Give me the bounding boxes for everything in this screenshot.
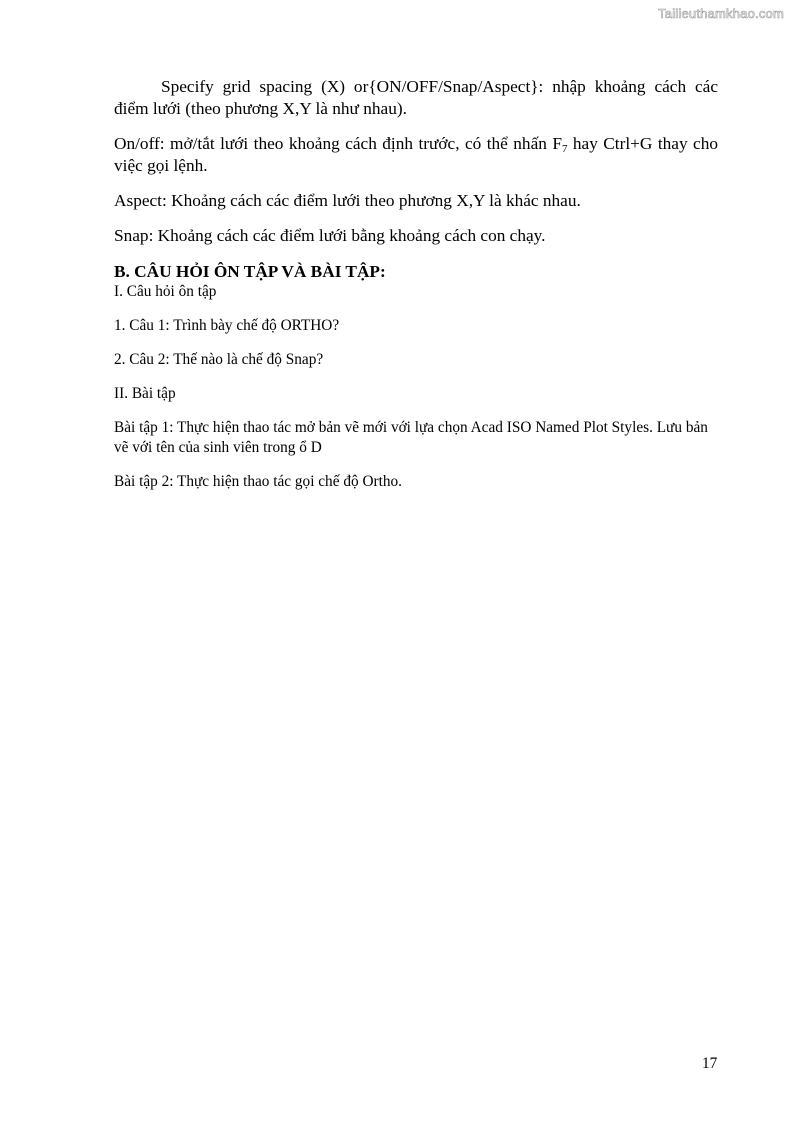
question-2: 2. Câu 2: Thế nào là chế độ Snap?: [114, 351, 324, 368]
review-questions-title: I. Câu hỏi ôn tập: [114, 283, 217, 300]
on-off-text-start: On/off: mở/tắt lưới theo khoảng cách định trước, có thể nhấn F: [114, 134, 562, 153]
exercises-title: II. Bài tập: [114, 385, 176, 402]
on-off-text-end: hay Ctrl+G thay cho việc gọi lệnh.: [114, 134, 718, 175]
paragraph-snap: Snap: Khoảng cách các điểm lưới bằng khoảng cách con chạy.: [114, 226, 546, 245]
section-heading: B. CÂU HỎI ÔN TẬP VÀ BÀI TẬP:: [114, 262, 386, 281]
paragraph-aspect: Aspect: Khoảng cách các điểm lưới theo phương X,Y là khác nhau.: [114, 191, 581, 210]
page-body: [114, 76, 718, 506]
watermark: Tailieuthamkhao.com: [658, 6, 784, 21]
page-number: 17: [702, 1055, 718, 1072]
f-key-subscript: 7: [561, 143, 568, 155]
exercise-2: Bài tập 2: Thực hiện thao tác gọi chế độ Ortho.: [114, 473, 402, 490]
exercise-1: Bài tập 1: Thực hiện thao tác mở bản vẽ mới với lựa chọn Acad ISO Named Plot Styles. Lưu bản vẽ với tên của sinh viên trong ổ D: [114, 419, 708, 456]
question-1: 1. Câu 1: Trình bày chế độ ORTHO?: [114, 317, 340, 334]
paragraph-on-off: [114, 133, 718, 177]
paragraph-grid-spacing: Specify grid spacing (X) or{ON/OFF/Snap/Aspect}: nhập khoảng cách các điểm lưới (theo phương X,Y là như nhau).: [114, 77, 718, 118]
